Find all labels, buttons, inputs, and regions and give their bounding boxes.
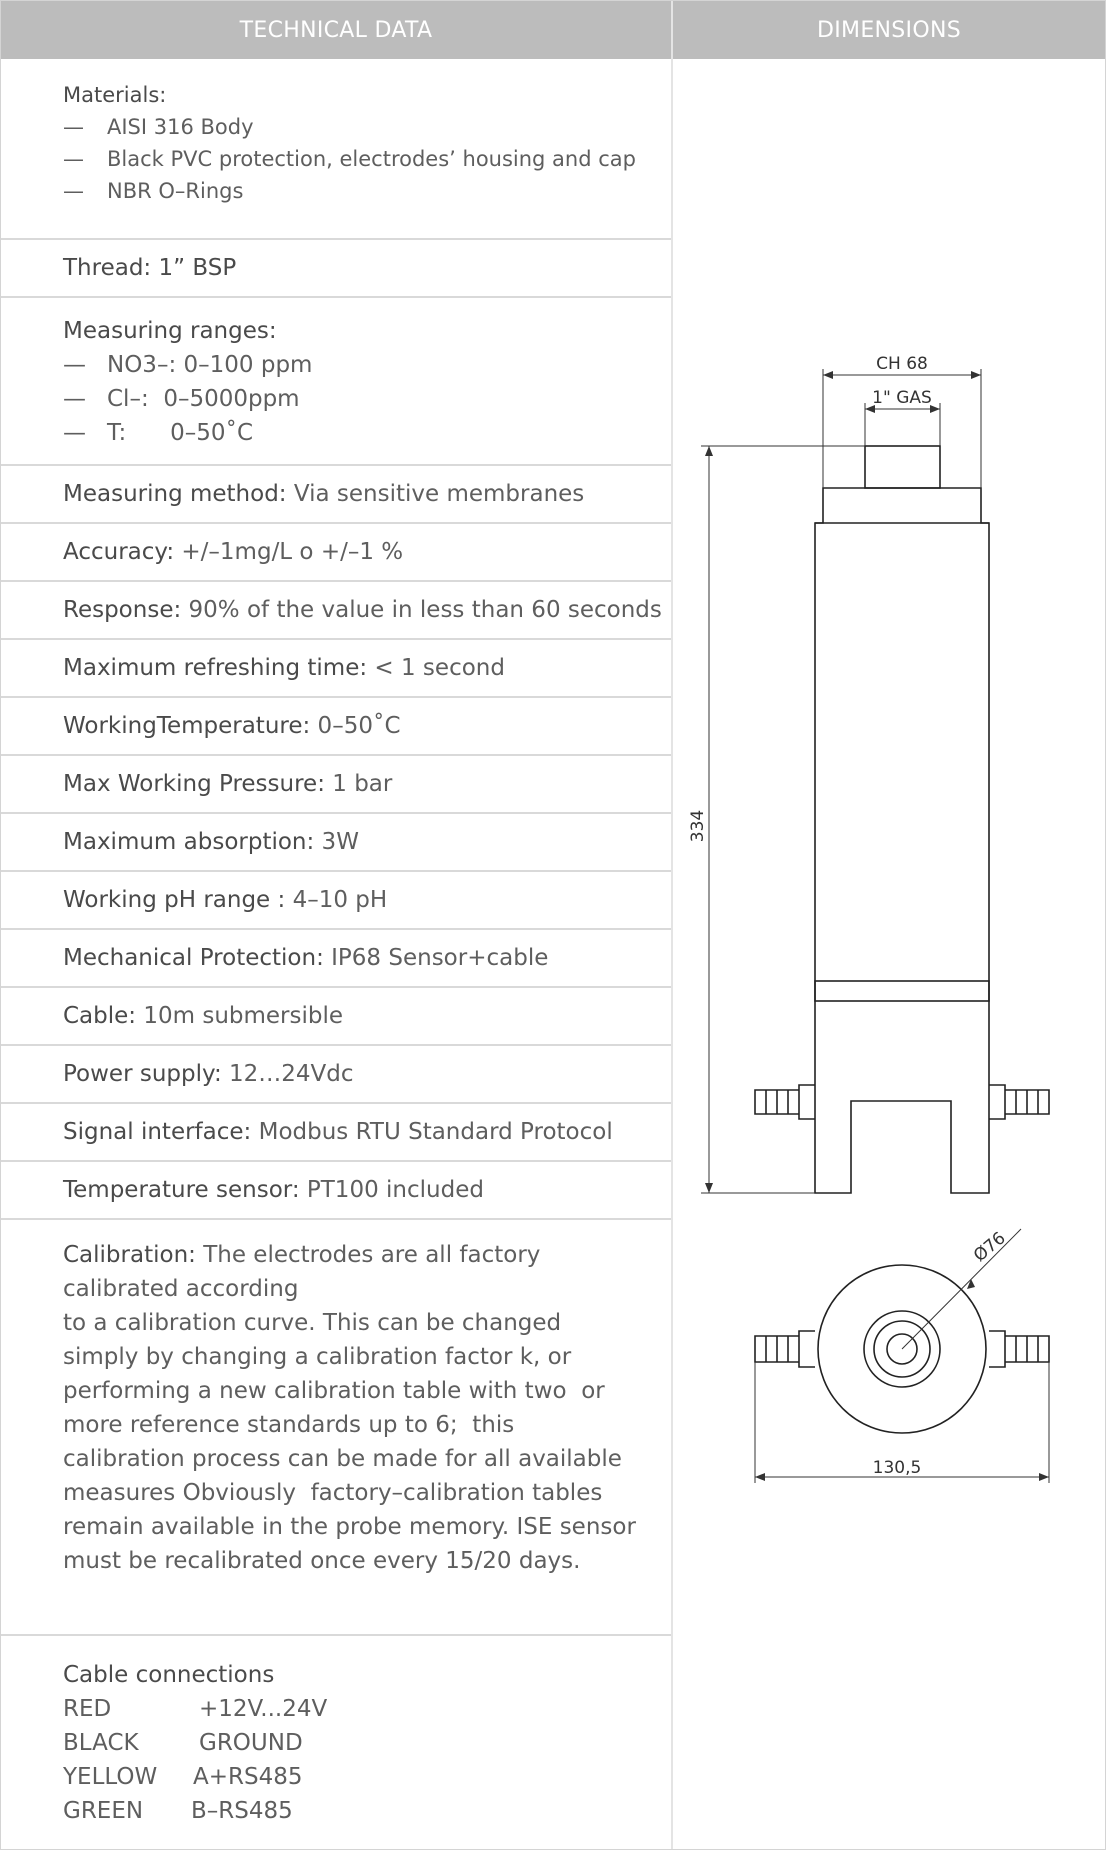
spec-value: +/–1mg/L o +/–1 % xyxy=(174,539,404,565)
width-dimension-label: 130,5 xyxy=(872,1458,922,1478)
spec-row-working-pressure xyxy=(1,754,671,812)
calibration-line: measures Obviously factory–calibration tables xyxy=(63,1480,603,1506)
cable-connections-section xyxy=(1,1634,671,1849)
spec-row-accuracy xyxy=(1,522,671,580)
dimension-arrows xyxy=(705,371,1049,1481)
spec-row-refreshing-time xyxy=(1,638,671,696)
materials-item: — Black PVC protection, electrodes’ housing and cap xyxy=(63,147,636,171)
spec-label: Measuring method: xyxy=(63,481,287,507)
calibration-line: must be recalibrated once every 15/20 days. xyxy=(63,1548,581,1574)
spec-value: PT100 included xyxy=(299,1177,484,1203)
spec-label: Max Working Pressure: xyxy=(63,771,325,797)
calibration-section xyxy=(1,1218,671,1634)
spec-row-signal-interface xyxy=(1,1102,671,1160)
probe-technical-drawing xyxy=(673,59,1105,1849)
measuring-ranges-section xyxy=(1,296,671,464)
calibration-line: performing a new calibration table with two or xyxy=(63,1378,605,1404)
diameter-dimension-label: Ø76 xyxy=(969,1228,1010,1267)
spec-row-ph-range xyxy=(1,870,671,928)
spec-row-working-temperature xyxy=(1,696,671,754)
spec-value: < 1 second xyxy=(367,655,505,681)
dimension-lines xyxy=(701,369,1049,1483)
thread-text: Thread: 1” BSP xyxy=(63,255,237,281)
calibration-line: simply by changing a calibration factor k, or xyxy=(63,1344,572,1370)
range-item: — Cl–: 0–5000ppm xyxy=(63,386,300,412)
thread-dimension-label: 1" GAS xyxy=(872,388,932,408)
cable-color: RED xyxy=(63,1696,112,1722)
hex-dimension-label: CH 68 xyxy=(876,354,928,374)
materials-item: — AISI 316 Body xyxy=(63,115,254,139)
calibration-line: calibration process can be made for all available xyxy=(63,1446,622,1472)
cable-color: YELLOW xyxy=(63,1764,158,1790)
spec-label: Response: xyxy=(63,597,182,623)
dimensions-header: DIMENSIONS xyxy=(673,1,1105,59)
spec-value: 0–50˚C xyxy=(310,713,401,739)
cable-color: BLACK xyxy=(63,1730,139,1756)
spec-label: Accuracy: xyxy=(63,539,175,565)
calibration-line: to a calibration curve. This can be changed xyxy=(63,1310,562,1336)
cable-row xyxy=(63,1794,671,1828)
technical-data-header: TECHNICAL DATA xyxy=(1,1,671,59)
spec-label: Mechanical Protection: xyxy=(63,945,324,971)
cable-signal: A+RS485 xyxy=(193,1764,303,1790)
calibration-line xyxy=(63,1238,671,1272)
spec-value: IP68 Sensor+cable xyxy=(323,945,549,971)
spec-row-measuring-method xyxy=(1,464,671,522)
range-item: — NO3–: 0–100 ppm xyxy=(63,352,313,378)
spec-value: 1 bar xyxy=(324,771,393,797)
cable-signal: +12V...24V xyxy=(199,1696,328,1722)
spec-value: 4–10 pH xyxy=(285,887,388,913)
ranges-title: Measuring ranges: xyxy=(63,318,277,344)
dimensions-drawing xyxy=(673,59,1105,1849)
spec-value: Via sensitive membranes xyxy=(286,481,585,507)
probe-side-view xyxy=(755,446,1049,1193)
thread-row xyxy=(1,238,671,296)
calibration-line: calibrated according xyxy=(63,1276,299,1302)
spec-label: Power supply: xyxy=(63,1061,222,1087)
spec-value: 10m submersible xyxy=(136,1003,344,1029)
calibration-label: Calibration: xyxy=(63,1242,196,1268)
calibration-line: more reference standards up to 6; this xyxy=(63,1412,515,1438)
spec-row-cable xyxy=(1,986,671,1044)
spec-label: Maximum refreshing time: xyxy=(63,655,368,681)
cable-signal: GROUND xyxy=(199,1730,303,1756)
calibration-text: The electrodes are all factory xyxy=(195,1242,541,1268)
cable-connections-title: Cable connections xyxy=(63,1662,275,1688)
range-item: — T: 0–50˚C xyxy=(63,420,254,446)
spec-label: Signal interface: xyxy=(63,1119,252,1145)
spec-value: 12…24Vdc xyxy=(221,1061,354,1087)
cable-row xyxy=(63,1692,671,1726)
spec-label: Temperature sensor: xyxy=(63,1177,300,1203)
cable-color: GREEN xyxy=(63,1798,144,1824)
height-dimension-label: 334 xyxy=(688,809,708,843)
spec-label: Maximum absorption: xyxy=(63,829,315,855)
spec-value: Modbus RTU Standard Protocol xyxy=(251,1119,613,1145)
spec-value: 90% of the value in less than 60 seconds xyxy=(181,597,662,623)
cable-row xyxy=(63,1760,671,1794)
cable-row xyxy=(63,1726,671,1760)
spec-value: 3W xyxy=(314,829,359,855)
spec-row-power-supply xyxy=(1,1044,671,1102)
spec-row-mechanical-protection xyxy=(1,928,671,986)
materials-title: Materials: xyxy=(63,83,167,107)
spec-row-absorption xyxy=(1,812,671,870)
spec-row-temperature-sensor xyxy=(1,1160,671,1218)
cable-signal: B–RS485 xyxy=(191,1798,293,1824)
materials-section xyxy=(1,59,671,238)
spec-row-response xyxy=(1,580,671,638)
materials-item: — NBR O–Rings xyxy=(63,179,244,203)
calibration-line: remain available in the probe memory. ISE sensor xyxy=(63,1514,636,1540)
spec-label: Cable: xyxy=(63,1003,137,1029)
spec-label: Working pH range : xyxy=(63,887,286,913)
spec-label: WorkingTemperature: xyxy=(63,713,311,739)
